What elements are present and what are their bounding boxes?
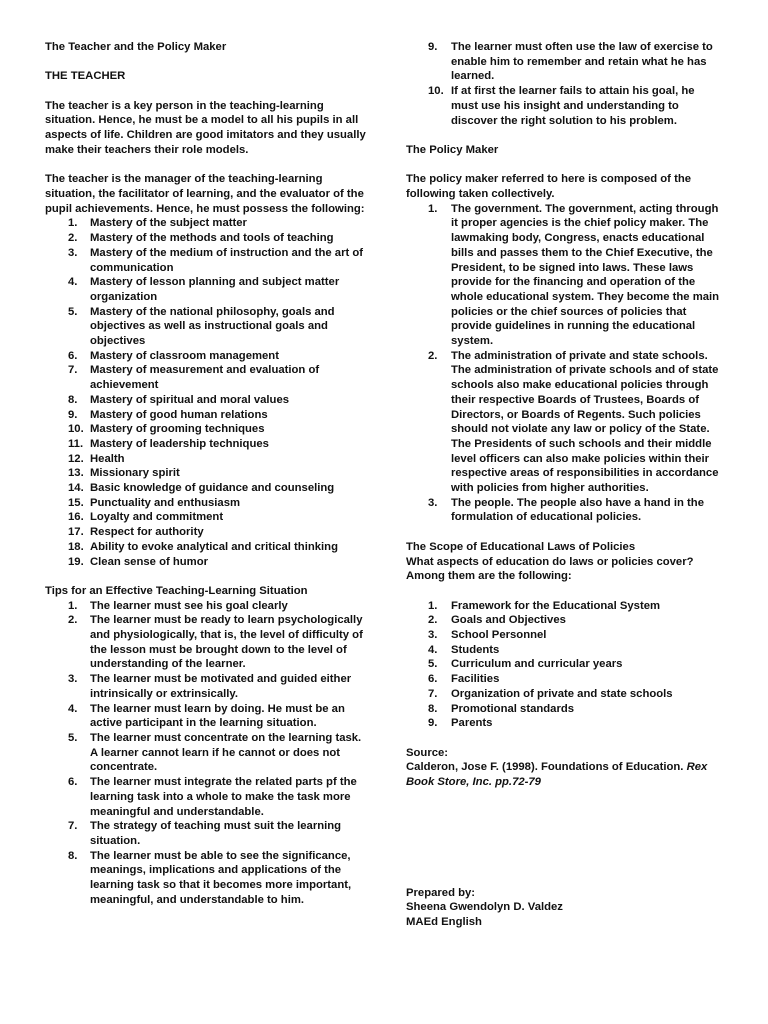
list-item	[406, 40, 724, 84]
list-item	[45, 363, 367, 392]
list-item-number: 9.	[428, 717, 438, 730]
list-item	[406, 672, 724, 687]
list-item-number: 14.	[68, 482, 84, 495]
source-citation	[406, 760, 724, 789]
list-item	[45, 613, 367, 672]
list-item-number: 1.	[68, 599, 78, 612]
list-item	[406, 687, 724, 702]
list-item	[406, 628, 724, 643]
teacher-paragraph-2: The teacher is the manager of the teaching-learning situation, the facilitator of learning, and the evaluator of the pupil achievements. Hence, he must possess the following:	[45, 173, 365, 215]
list-item-number: 6.	[68, 349, 78, 362]
list-item-number: 13.	[68, 467, 84, 480]
list-item-number: 8.	[68, 849, 78, 862]
list-item	[45, 702, 367, 731]
preparer-name: Sheena Gwendolyn D. Valdez	[406, 901, 563, 914]
list-item-number: 18.	[68, 540, 84, 553]
list-item-text: Respect for authority	[90, 526, 204, 539]
list-item-number: 8.	[68, 393, 78, 406]
list-item-text: The learner must learn by doing. He must be an active participant in the learning situation.	[90, 702, 345, 730]
list-item-number: 5.	[68, 305, 78, 318]
list-item	[45, 510, 367, 525]
list-item-number: 7.	[428, 687, 438, 700]
list-item	[45, 849, 367, 908]
list-item	[45, 452, 367, 467]
list-item-number: 5.	[68, 731, 78, 744]
list-item	[45, 819, 367, 848]
prepared-by-label: Prepared by:	[406, 886, 476, 899]
list-item-text: The learner must be able to see the significance, meanings, implications and applications of the learning task so that it becomes more important, meaningful, and understandable to him.	[90, 849, 352, 906]
list-item-text: Mastery of the medium of instruction and the art of communication	[90, 246, 364, 274]
list-item-number: 10.	[428, 85, 444, 98]
list-item-text: Mastery of the subject matter	[90, 217, 247, 230]
list-item-number: 4.	[428, 643, 438, 656]
source-citation-text: Calderon, Jose F. (1998). Foundations of Education.	[406, 761, 684, 774]
left-column	[45, 40, 367, 907]
list-item	[45, 305, 367, 349]
list-item-text: Parents	[451, 717, 493, 730]
policy-maker-heading: The Policy Maker	[406, 143, 499, 156]
list-item-text: The learner must be ready to learn psychologically and physiologically, that is, the level of difficulty of the lesson must be brought down to the level of understanding of the learner.	[90, 614, 363, 671]
list-item	[406, 702, 724, 717]
list-item-number: 17.	[68, 526, 84, 539]
list-item-text: Mastery of the national philosophy, goals and objectives as well as instructional goals and objectives	[90, 305, 335, 348]
list-item	[45, 731, 367, 775]
list-item-text: Mastery of good human relations	[90, 408, 268, 421]
list-item	[406, 657, 724, 672]
list-item	[45, 422, 367, 437]
list-item	[45, 481, 367, 496]
teacher-qualities-list	[45, 216, 367, 569]
list-item-number: 2.	[428, 614, 438, 627]
list-item-text: Mastery of classroom management	[90, 349, 279, 362]
list-item-number: 3.	[428, 496, 438, 509]
list-item-number: 6.	[428, 673, 438, 686]
list-item	[45, 349, 367, 364]
policy-maker-intro: The policy maker referred to here is composed of the following taken collectively.	[406, 173, 692, 200]
list-item	[406, 716, 724, 731]
teacher-paragraph-1: The teacher is a key person in the teaching-learning situation. Hence, he must be a model to all his pupils in all aspects of life. Children are good imitators and they usually make their teachers their role models.	[45, 99, 366, 156]
list-item-text: Organization of private and state schools	[451, 687, 673, 700]
list-item-text: Curriculum and curricular years	[451, 658, 623, 671]
list-item	[45, 231, 367, 246]
teacher-heading: THE TEACHER	[45, 70, 126, 83]
source-publisher: Rex Book Store, Inc. pp.72-79	[406, 761, 708, 789]
list-item	[45, 437, 367, 452]
list-item-text: The strategy of teaching must suit the learning situation.	[90, 820, 342, 847]
list-item	[45, 540, 367, 555]
list-item	[406, 613, 724, 628]
preparer-degree: MAEd English	[406, 916, 482, 929]
list-item	[45, 555, 367, 570]
scope-list	[406, 599, 724, 731]
tips-list-continued	[406, 40, 724, 128]
list-item	[406, 496, 724, 525]
list-item-number: 4.	[68, 276, 78, 289]
list-item-text: Framework for the Educational System	[451, 599, 661, 612]
list-item	[45, 275, 367, 304]
list-item	[45, 775, 367, 819]
list-item-number: 3.	[68, 246, 78, 259]
list-item	[45, 408, 367, 423]
list-item-number: 2.	[68, 232, 78, 245]
list-item-number: 19.	[68, 555, 84, 568]
list-item	[45, 216, 367, 231]
list-item-text: Mastery of leadership techniques	[90, 437, 269, 450]
list-item-text: Ability to evoke analytical and critical thinking	[90, 540, 338, 553]
scope-intro: What aspects of education do laws or policies cover? Among them are the following:	[406, 555, 694, 583]
list-item-text: Mastery of lesson planning and subject matter organization	[90, 276, 340, 303]
list-item-text: School Personnel	[451, 629, 547, 642]
list-item	[45, 599, 367, 614]
list-item-text: Punctuality and enthusiasm	[90, 496, 241, 509]
list-item	[45, 246, 367, 275]
list-item-number: 15.	[68, 496, 84, 509]
list-item-number: 2.	[428, 349, 438, 362]
right-column	[406, 40, 724, 930]
list-item-text: The people. The people also have a hand in the formulation of educational policies.	[451, 496, 704, 524]
list-item-text: Mastery of spiritual and moral values	[90, 393, 290, 406]
list-item-number: 11.	[68, 437, 84, 450]
list-item	[406, 84, 724, 128]
list-item	[406, 643, 724, 658]
list-item-text: Mastery of grooming techniques	[90, 423, 265, 436]
list-item-number: 3.	[428, 629, 438, 642]
list-item-text: The learner must integrate the related parts pf the learning task into a whole to make the task more meaningful and understandable.	[90, 776, 357, 818]
list-item-text: Missionary spirit	[90, 467, 180, 480]
list-item-number: 6.	[68, 776, 78, 789]
list-item-text: Health	[90, 452, 125, 465]
list-item-text: Clean sense of humor	[90, 555, 209, 568]
list-item-text: The learner must see his goal clearly	[90, 599, 288, 612]
list-item	[406, 349, 724, 496]
list-item-number: 7.	[68, 364, 78, 377]
list-item	[45, 525, 367, 540]
list-item	[406, 599, 724, 614]
list-item-number: 8.	[428, 702, 438, 715]
list-item-number: 5.	[428, 658, 438, 671]
list-item-text: Mastery of the methods and tools of teaching	[90, 232, 334, 245]
list-item-text: Students	[451, 643, 500, 656]
scope-heading: The Scope of Educational Laws of Policies	[406, 540, 636, 553]
list-item	[45, 393, 367, 408]
tips-heading: Tips for an Effective Teaching-Learning Situation	[45, 584, 308, 597]
list-item-number: 9.	[428, 41, 438, 53]
list-item-number: 7.	[68, 820, 78, 833]
list-item-text: The learner must often use the law of exercise to enable him to remember and retain what he has learned.	[451, 41, 713, 83]
list-item-number: 12.	[68, 452, 84, 465]
list-item	[45, 466, 367, 481]
list-item	[45, 672, 367, 701]
list-item-number: 10.	[68, 423, 84, 436]
list-item-number: 1.	[68, 217, 78, 230]
list-item-text: Promotional standards	[451, 702, 575, 715]
list-item-number: 1.	[428, 599, 438, 612]
list-item-text: Mastery of measurement and evaluation of achievement	[90, 364, 320, 392]
list-item-text: The learner must concentrate on the learning task. A learner cannot learn if he cannot or does not concentrate.	[90, 731, 362, 774]
list-item	[45, 496, 367, 511]
list-item-text: Facilities	[451, 673, 500, 686]
list-item-number: 1.	[428, 202, 438, 215]
list-item-text: The government. The government, acting through it proper agencies is the chief policy maker. The lawmaking body, Congress, enacts educational bills and passes them to the Chief Executive, the President, to be signed into laws. These laws provide for the financing and operation of the whole educational system. They become the main policies or the chief sources of policies that provide guidelines in running the educational system.	[451, 202, 720, 348]
list-item-number: 9.	[68, 408, 78, 421]
list-item-text: The administration of private and state schools. The administration of private schools and of state schools also make educational policies through their respective Boards of Trustees, Boards of Directors, or Boards of Regents. Such policies should not violate any law or policy of the State. The Presidents of such schools and their middle level officers can also make policies within their respective areas of responsibilities in accordance with policies from higher authorities.	[451, 349, 719, 495]
list-item-number: 3.	[68, 673, 78, 686]
list-item-text: Goals and Objectives	[451, 614, 566, 627]
list-item-text: Basic knowledge of guidance and counseling	[90, 482, 335, 495]
list-item-text: The learner must be motivated and guided either intrinsically or extrinsically.	[90, 673, 352, 700]
list-item-text: Loyalty and commitment	[90, 511, 224, 524]
list-item-text: If at first the learner fails to attain his goal, he must use his insight and understanding to discover the right solution to his problem.	[451, 85, 695, 127]
policy-makers-list	[406, 202, 724, 525]
list-item	[406, 202, 724, 349]
document-title: The Teacher and the Policy Maker	[45, 41, 227, 53]
source-label: Source:	[406, 746, 449, 759]
list-item-number: 4.	[68, 702, 78, 715]
list-item-number: 16.	[68, 511, 84, 524]
list-item-number: 2.	[68, 614, 78, 627]
tips-list	[45, 599, 367, 908]
